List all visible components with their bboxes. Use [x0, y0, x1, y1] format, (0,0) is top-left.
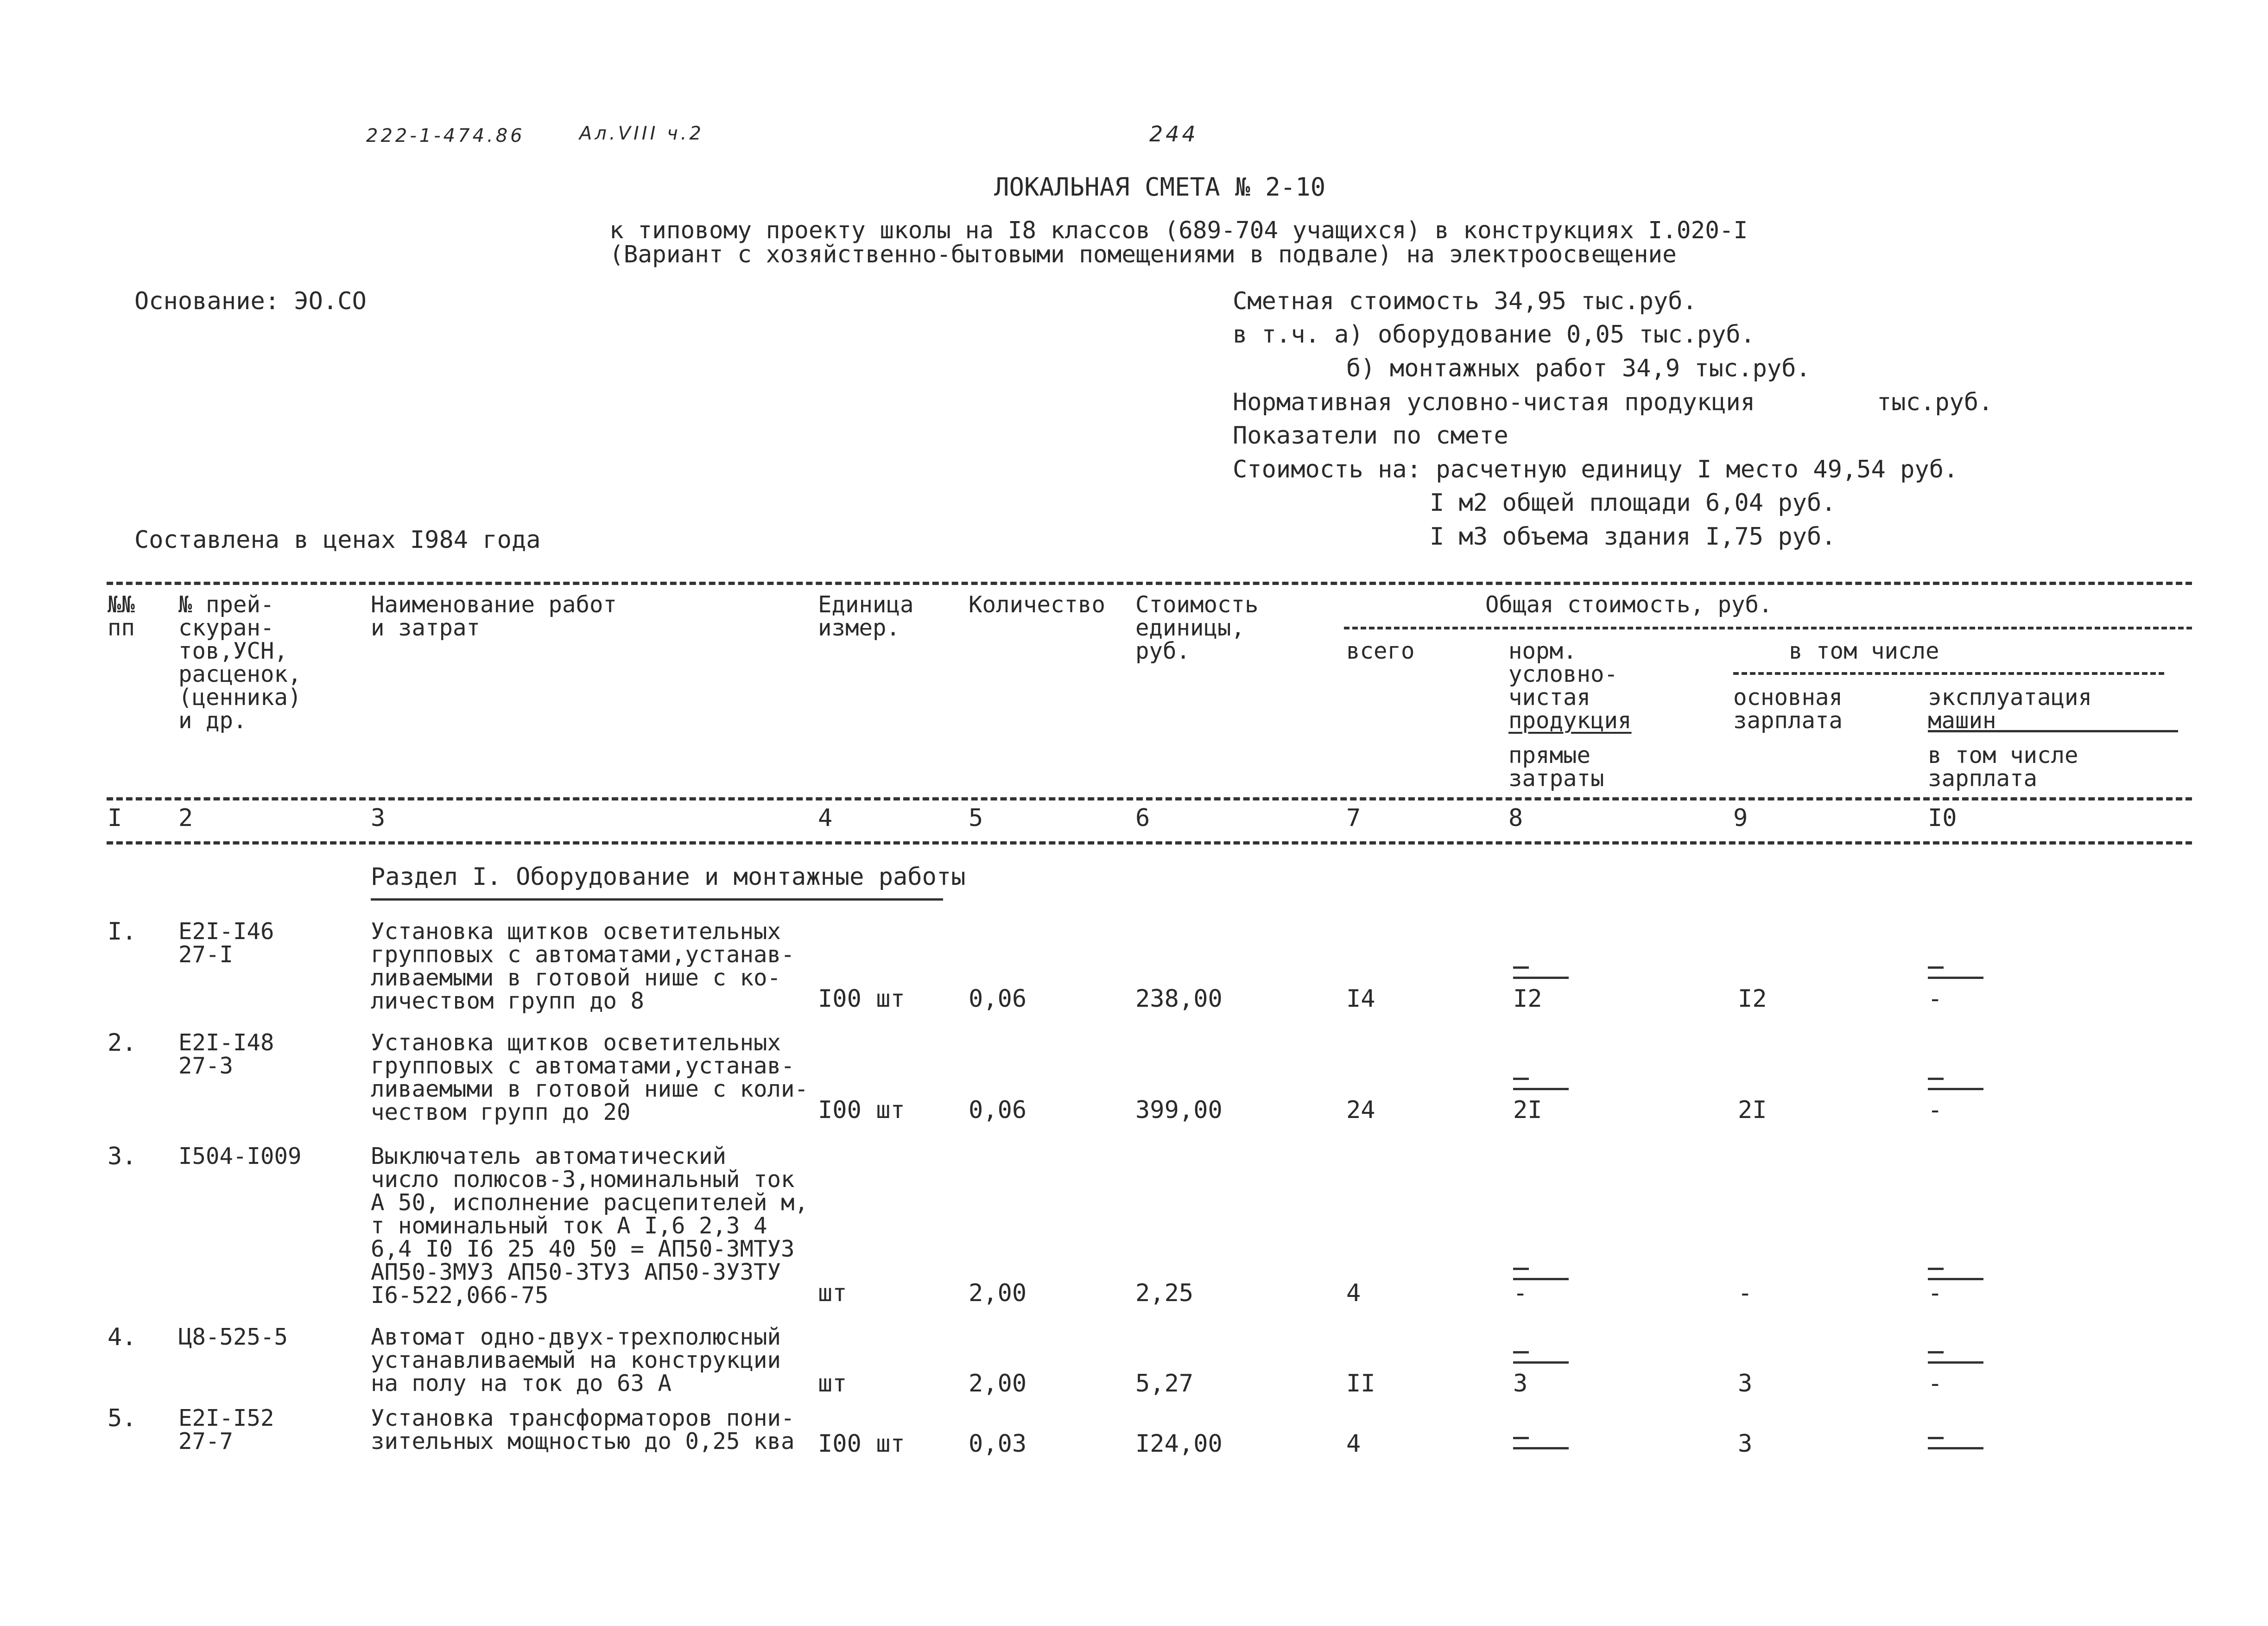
summary-cost-per-m3: I м3 объема здания I,75 руб.: [1430, 523, 1836, 551]
dash-fraction-mark: [1928, 1351, 1983, 1370]
row-quantity: 0,06: [969, 1096, 1027, 1124]
row-machines: -: [1928, 1096, 1943, 1124]
col-num-9: 9: [1733, 804, 1748, 832]
row-base-salary: 2I: [1738, 1096, 1767, 1124]
row-unit: шт: [818, 1370, 847, 1397]
column-numbers-bottom-rule: [107, 841, 2192, 845]
summary-net-output-unit: тыс.руб.: [1877, 388, 1993, 416]
summary-cost-per-place: Стоимость на: расчетную единицу I место 49,54 руб.: [1233, 456, 1958, 483]
dash-fraction-mark: [1513, 966, 1569, 985]
col-header-base-salary: основная зарплата: [1733, 684, 1843, 734]
subtitle-line-2: (Вариант с хозяйственно-бытовыми помещениями в подвале) на электроосвещение: [609, 241, 1677, 268]
col-header-quantity: Количество: [969, 591, 1106, 618]
col-header-total-cost: Общая стоимость, руб.: [1485, 591, 1773, 618]
row-unit: I00 шт: [818, 1096, 905, 1124]
row-unit-cost: 5,27: [1135, 1370, 1194, 1397]
column-numbers-top-rule: [107, 797, 2192, 800]
row-net-output: I2: [1513, 985, 1542, 1013]
col-num-5: 5: [969, 804, 983, 832]
col-header-total: всего: [1346, 638, 1415, 664]
row-total: 4: [1346, 1279, 1361, 1307]
row-unit-cost: 2,25: [1135, 1279, 1194, 1307]
document-code: 222-1-474.86: [366, 125, 525, 146]
col-header-including: в том числе: [1789, 638, 1939, 664]
summary-cost-per-m2: I м2 общей площади 6,04 руб.: [1430, 489, 1836, 517]
table-top-rule: [107, 582, 2192, 585]
col-num-2: 2: [178, 804, 193, 832]
col-header-work-name: Наименование работ и затрат: [371, 591, 617, 641]
col-num-1: I: [108, 804, 122, 832]
row-quantity: 2,00: [969, 1370, 1027, 1397]
prices-year: Составлена в ценах I984 года: [134, 526, 541, 554]
row-total: I4: [1346, 985, 1375, 1013]
col-num-10: I0: [1928, 804, 1957, 832]
row-base-salary: I2: [1738, 985, 1767, 1013]
row-unit-cost: I24,00: [1135, 1430, 1223, 1458]
col-header-unit: Единица измер.: [818, 591, 914, 641]
including-rule: [1733, 672, 2164, 675]
subtitle-line-1: к типовому проекту школы на I8 классов (689-704 учащихся) в конструкциях I.020-I: [609, 217, 1748, 244]
row-price-code: I504-I009: [178, 1143, 302, 1169]
dash-fraction-mark: [1928, 1078, 1983, 1096]
col-num-7: 7: [1346, 804, 1361, 832]
col-header-direct-costs: прямые затраты: [1508, 742, 1604, 792]
dash-fraction-mark: [1928, 966, 1983, 985]
col-header-machines: эксплуатация машин: [1928, 684, 2092, 734]
dash-fraction-mark: [1513, 1078, 1569, 1096]
row-total: 4: [1346, 1430, 1361, 1458]
row-price-code: Е2I-I48 27-3: [178, 1029, 274, 1079]
row-number: I.: [108, 918, 137, 946]
row-machines: -: [1928, 1370, 1943, 1397]
row-price-code: Е2I-I52 27-7: [178, 1405, 274, 1455]
row-machines: -: [1928, 985, 1943, 1013]
row-unit-cost: 238,00: [1135, 985, 1223, 1013]
summary-indicators: Показатели по смете: [1233, 422, 1508, 450]
total-cost-rule: [1344, 627, 2192, 629]
row-machines: -: [1928, 1279, 1943, 1307]
row-price-code: Е2I-I46 27-I: [178, 918, 274, 968]
page-number: 244: [1149, 121, 1198, 146]
row-number: 4.: [108, 1323, 137, 1351]
col-header-number: №№ пп: [108, 591, 135, 641]
section-title: Раздел I. Оборудование и монтажные работы: [371, 863, 966, 891]
row-total: II: [1346, 1370, 1375, 1397]
col-num-6: 6: [1135, 804, 1150, 832]
machines-underline: [1928, 730, 2178, 732]
summary-estimated-cost: Сметная стоимость 34,95 тыс.руб.: [1233, 287, 1697, 315]
dash-fraction-mark: [1928, 1437, 1983, 1455]
row-quantity: 0,06: [969, 985, 1027, 1013]
basis-text: Основание: ЭО.СО: [134, 287, 367, 315]
row-number: 3.: [108, 1143, 137, 1170]
col-num-4: 4: [818, 804, 833, 832]
dash-fraction-mark: [1513, 1437, 1569, 1455]
row-number: 2.: [108, 1029, 137, 1057]
col-header-unit-cost: Стоимость единицы, руб.: [1135, 591, 1259, 664]
row-base-salary: -: [1738, 1279, 1753, 1307]
col-num-8: 8: [1508, 804, 1523, 832]
row-unit: шт: [818, 1279, 847, 1307]
row-net-output: 3: [1513, 1370, 1528, 1397]
album-reference: Ал.VIII ч.2: [579, 123, 704, 144]
row-unit: I00 шт: [818, 985, 905, 1013]
document-title: ЛОКАЛЬНАЯ СМЕТА № 2-10: [994, 172, 1326, 202]
row-work-name: Установка щитков осветительных групповых с автоматами,устанав- ливаемыми в готовой нише с коли- чеством групп до 20: [371, 1029, 809, 1125]
col-header-machines-salary: в том числе зарплата: [1928, 742, 2078, 792]
row-work-name: Установка трансформаторов пони- зительных мощностью до 0,25 ква: [371, 1405, 795, 1455]
row-number: 5.: [108, 1404, 137, 1432]
col-header-net-output: норм. условно- чистая: [1508, 638, 1618, 711]
summary-net-output: Нормативная условно-чистая продукция: [1233, 388, 1755, 416]
row-unit: I00 шт: [818, 1430, 905, 1458]
row-base-salary: 3: [1738, 1430, 1753, 1458]
row-base-salary: 3: [1738, 1370, 1753, 1397]
row-price-code: Ц8-525-5: [178, 1324, 288, 1350]
col-header-price-code: № прей- скуран- тов,УСН, расценок, (ценника) и др.: [178, 591, 302, 734]
row-net-output: -: [1513, 1279, 1528, 1307]
dash-fraction-mark: [1513, 1351, 1569, 1370]
row-work-name: Установка щитков осветительных групповых с автоматами,устанав- ливаемыми в готовой нише с ко- личеством групп до 8: [371, 918, 795, 1014]
row-net-output: 2I: [1513, 1096, 1542, 1124]
col-num-3: 3: [371, 804, 386, 832]
row-quantity: 2,00: [969, 1279, 1027, 1307]
row-work-name: Выключатель автоматический число полюсов-3,номинальный ток А 50, исполнение расцепителей м, т номинальный ток А I,6 2,3 4 6,4 I0 I6 25 40 50 = АП50-3МТУЗ АП50-3МУЗ АП50-3ТУЗ АП50-3УЗТУ I6-522,066-75: [371, 1143, 809, 1308]
col-header-net-output-underlined: продукция: [1508, 707, 1632, 734]
section-title-underline: [371, 898, 943, 901]
summary-equipment: в т.ч. а) оборудование 0,05 тыс.руб.: [1233, 321, 1755, 349]
row-total: 24: [1346, 1096, 1375, 1124]
row-work-name: Автомат одно-двух-трехполюсный устанавливаемый на конструкции на полу на ток до 63 А: [371, 1324, 781, 1397]
row-quantity: 0,03: [969, 1430, 1027, 1458]
summary-installation: б) монтажных работ 34,9 тыс.руб.: [1346, 355, 1811, 382]
row-unit-cost: 399,00: [1135, 1096, 1223, 1124]
